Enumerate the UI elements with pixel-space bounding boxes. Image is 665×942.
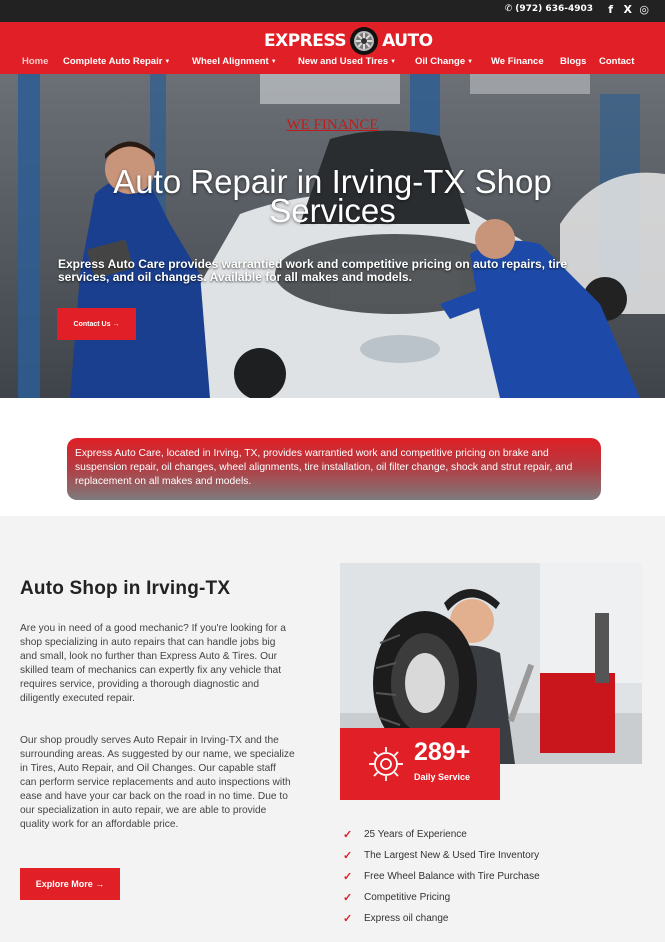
chevron-down-icon: ▼: [270, 59, 277, 65]
nav-label: Contact: [599, 56, 635, 67]
hero-title-line2: Services: [269, 192, 396, 229]
nav-blogs[interactable]: [560, 56, 586, 67]
daily-service-stat: [340, 728, 500, 800]
nav-contact[interactable]: [599, 56, 634, 67]
check-icon: ✓: [343, 850, 353, 862]
hero-title-line1: Auto Repair in Irving-TX Shop: [113, 163, 552, 200]
check-icon: ✓: [343, 829, 353, 841]
nav-new-used-tires[interactable]: [298, 56, 396, 67]
list-item: [343, 845, 643, 866]
we-finance-link[interactable]: WE FINANCE: [286, 117, 379, 133]
check-icon: ✓: [343, 892, 353, 904]
intro-band: [0, 398, 665, 516]
stat-number: 289+: [414, 738, 471, 766]
gear-wrench-icon: [366, 744, 406, 784]
explore-more-button[interactable]: Explore More →: [20, 868, 120, 900]
about-paragraph-2: Our shop proudly serves Auto Repair in Irving-TX and the surrounding areas. As suggested by our name, we specialize in Tires, Auto Repair, and Oil Changes. Our capable staff can perform service replacements and auto inspections with ease and have your car back on the road in no time. Due to our specialization in auto repair, we are able to provide quality work for an affordable price.: [20, 735, 295, 830]
x-twitter-icon[interactable]: X: [623, 3, 632, 16]
contact-us-button[interactable]: Contact Us →: [57, 308, 136, 340]
facebook-icon[interactable]: f: [608, 3, 613, 16]
nav-label: Home: [22, 56, 49, 67]
logo-text-express: EXPRESS: [264, 31, 347, 51]
feature-text: Free Wheel Balance with Tire Purchase: [364, 871, 540, 882]
feature-text: Competitive Pricing: [364, 892, 451, 903]
nav-label: Complete Auto Repair: [63, 56, 163, 67]
hero-lead-text: Express Auto Care provides warrantied work and competitive pricing on auto repairs, tire services, and oil changes. Available for all makes and models.: [58, 257, 568, 284]
nav-label: Blogs: [560, 56, 587, 67]
main-nav: [0, 56, 665, 72]
site-logo[interactable]: [264, 26, 433, 56]
list-item: [343, 887, 643, 908]
hero-title: [40, 163, 625, 229]
chevron-down-icon: ▼: [467, 59, 474, 65]
feature-text: 25 Years of Experience: [364, 829, 467, 840]
instagram-icon[interactable]: ◎: [639, 3, 649, 16]
nav-wheel-alignment[interactable]: [192, 56, 277, 67]
wheel-logo-icon: [349, 26, 379, 56]
chevron-down-icon: ▼: [390, 59, 397, 65]
phone-icon: ✆: [504, 4, 513, 14]
nav-label: Wheel Alignment: [192, 56, 269, 67]
chevron-down-icon: ▼: [164, 59, 171, 65]
about-paragraph-1: Are you in need of a good mechanic? If you're looking for a shop specializing in auto repairs that can handle jobs big and small, look no further than Express Auto & Tires. Our skilled team of mechanics can expertly fix any vehicle that requires service, providing a thorough diagnostic and diligently executed repair.: [20, 623, 286, 704]
site-header: [0, 22, 665, 74]
list-item: [343, 866, 643, 887]
hero-section: [0, 74, 665, 398]
stat-label: Daily Service: [414, 772, 471, 782]
check-icon: ✓: [343, 913, 353, 925]
check-icon: ✓: [343, 871, 353, 883]
nav-complete-auto-repair[interactable]: [63, 56, 170, 67]
about-title: Auto Shop in Irving-TX: [20, 578, 231, 599]
logo-text-auto: AUTO: [382, 31, 433, 51]
list-item: [343, 908, 643, 929]
nav-label: New and Used Tires: [298, 56, 389, 67]
feature-list: [343, 824, 643, 929]
phone-link[interactable]: [505, 4, 593, 14]
nav-home[interactable]: [22, 56, 48, 67]
nav-label: We Finance: [491, 56, 544, 67]
top-bar: [0, 0, 665, 22]
nav-oil-change[interactable]: [415, 56, 473, 67]
nav-we-finance[interactable]: [491, 56, 544, 67]
nav-label: Oil Change: [415, 56, 466, 67]
feature-text: The Largest New & Used Tire Inventory: [364, 850, 540, 861]
feature-text: Express oil change: [364, 913, 449, 924]
intro-callout: Express Auto Care, located in Irving, TX, provides warrantied work and competitive pricing on brake and suspension repair, oil changes, wheel alignments, tire installation, oil filter change, shock and strut repair, and replacement on all makes and models.: [67, 438, 601, 500]
phone-number: (972) 636-4903: [515, 4, 593, 14]
list-item: [343, 824, 643, 845]
